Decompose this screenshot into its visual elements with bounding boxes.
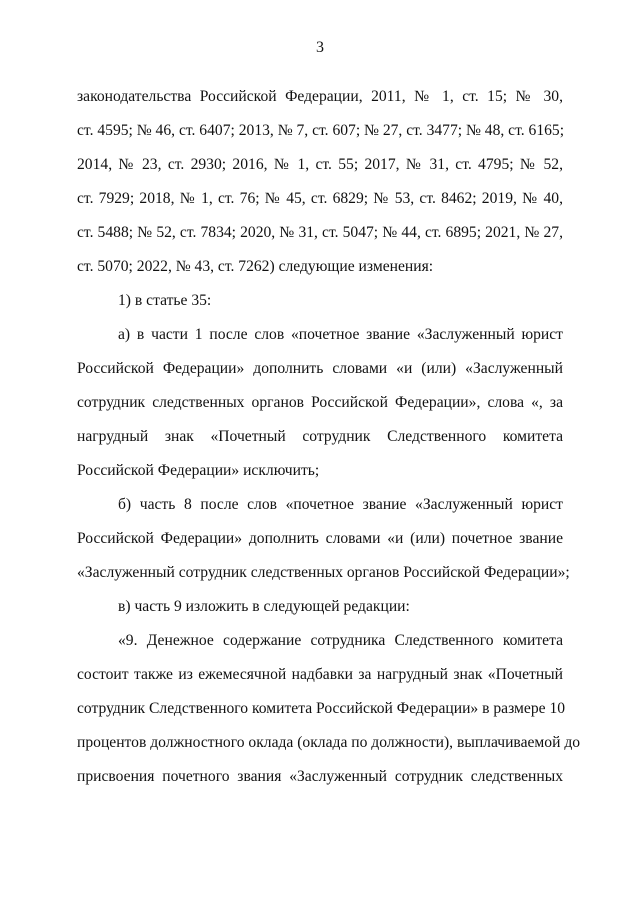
document-body	[77, 80, 581, 794]
text-line: ст. 5488; № 52, ст. 7834; 2020, № 31, ст. 5047; № 44, ст. 6895; 2021, № 27,	[77, 224, 563, 241]
text-line: процентов должностного оклада (оклада по должности), выплачиваемой до	[77, 734, 581, 751]
text-line: ст. 5070; 2022, № 43, ст. 7262) следующие изменения:	[77, 258, 434, 275]
text-line: ст. 4595; № 46, ст. 6407; 2013, № 7, ст. 607; № 27, ст. 3477; № 48, ст. 6165;	[77, 122, 565, 139]
text-line: Российской Федерации» дополнить словами «и (или) «Заслуженный	[77, 360, 563, 377]
text-line: состоит также из ежемесячной надбавки за нагрудный знак «Почетный	[77, 666, 563, 683]
text-line: Российской Федерации» дополнить словами «и (или) почетное звание	[77, 530, 563, 547]
text-line: а) в части 1 после слов «почетное звание «Заслуженный юрист	[118, 326, 563, 343]
text-line: б) часть 8 после слов «почетное звание «Заслуженный юрист	[118, 496, 563, 513]
text-line: в) часть 9 изложить в следующей редакции:	[118, 598, 410, 615]
text-line: законодательства Российской Федерации, 2011, № 1, ст. 15; № 30,	[77, 88, 563, 105]
text-line: нагрудный знак «Почетный сотрудник Следственного комитета	[77, 428, 563, 445]
page-number: 3	[316, 39, 324, 56]
text-line: 1) в статье 35:	[118, 292, 212, 309]
text-line: «Заслуженный сотрудник следственных органов Российской Федерации»;	[77, 564, 570, 581]
text-line: сотрудник Следственного комитета Российской Федерации» в размере 10	[77, 700, 566, 717]
text-line: 2014, № 23, ст. 2930; 2016, № 1, ст. 55; 2017, № 31, ст. 4795; № 52,	[77, 156, 563, 173]
text-line: присвоения почетного звания «Заслуженный сотрудник следственных	[77, 768, 563, 785]
text-line: ст. 7929; 2018, № 1, ст. 76; № 45, ст. 6829; № 53, ст. 8462; 2019, № 40,	[77, 190, 563, 207]
text-line: «9. Денежное содержание сотрудника Следственного комитета	[118, 632, 563, 649]
text-line: Российской Федерации» исключить;	[77, 462, 320, 479]
text-line: сотрудник следственных органов Российской Федерации», слова «, за	[77, 394, 563, 411]
